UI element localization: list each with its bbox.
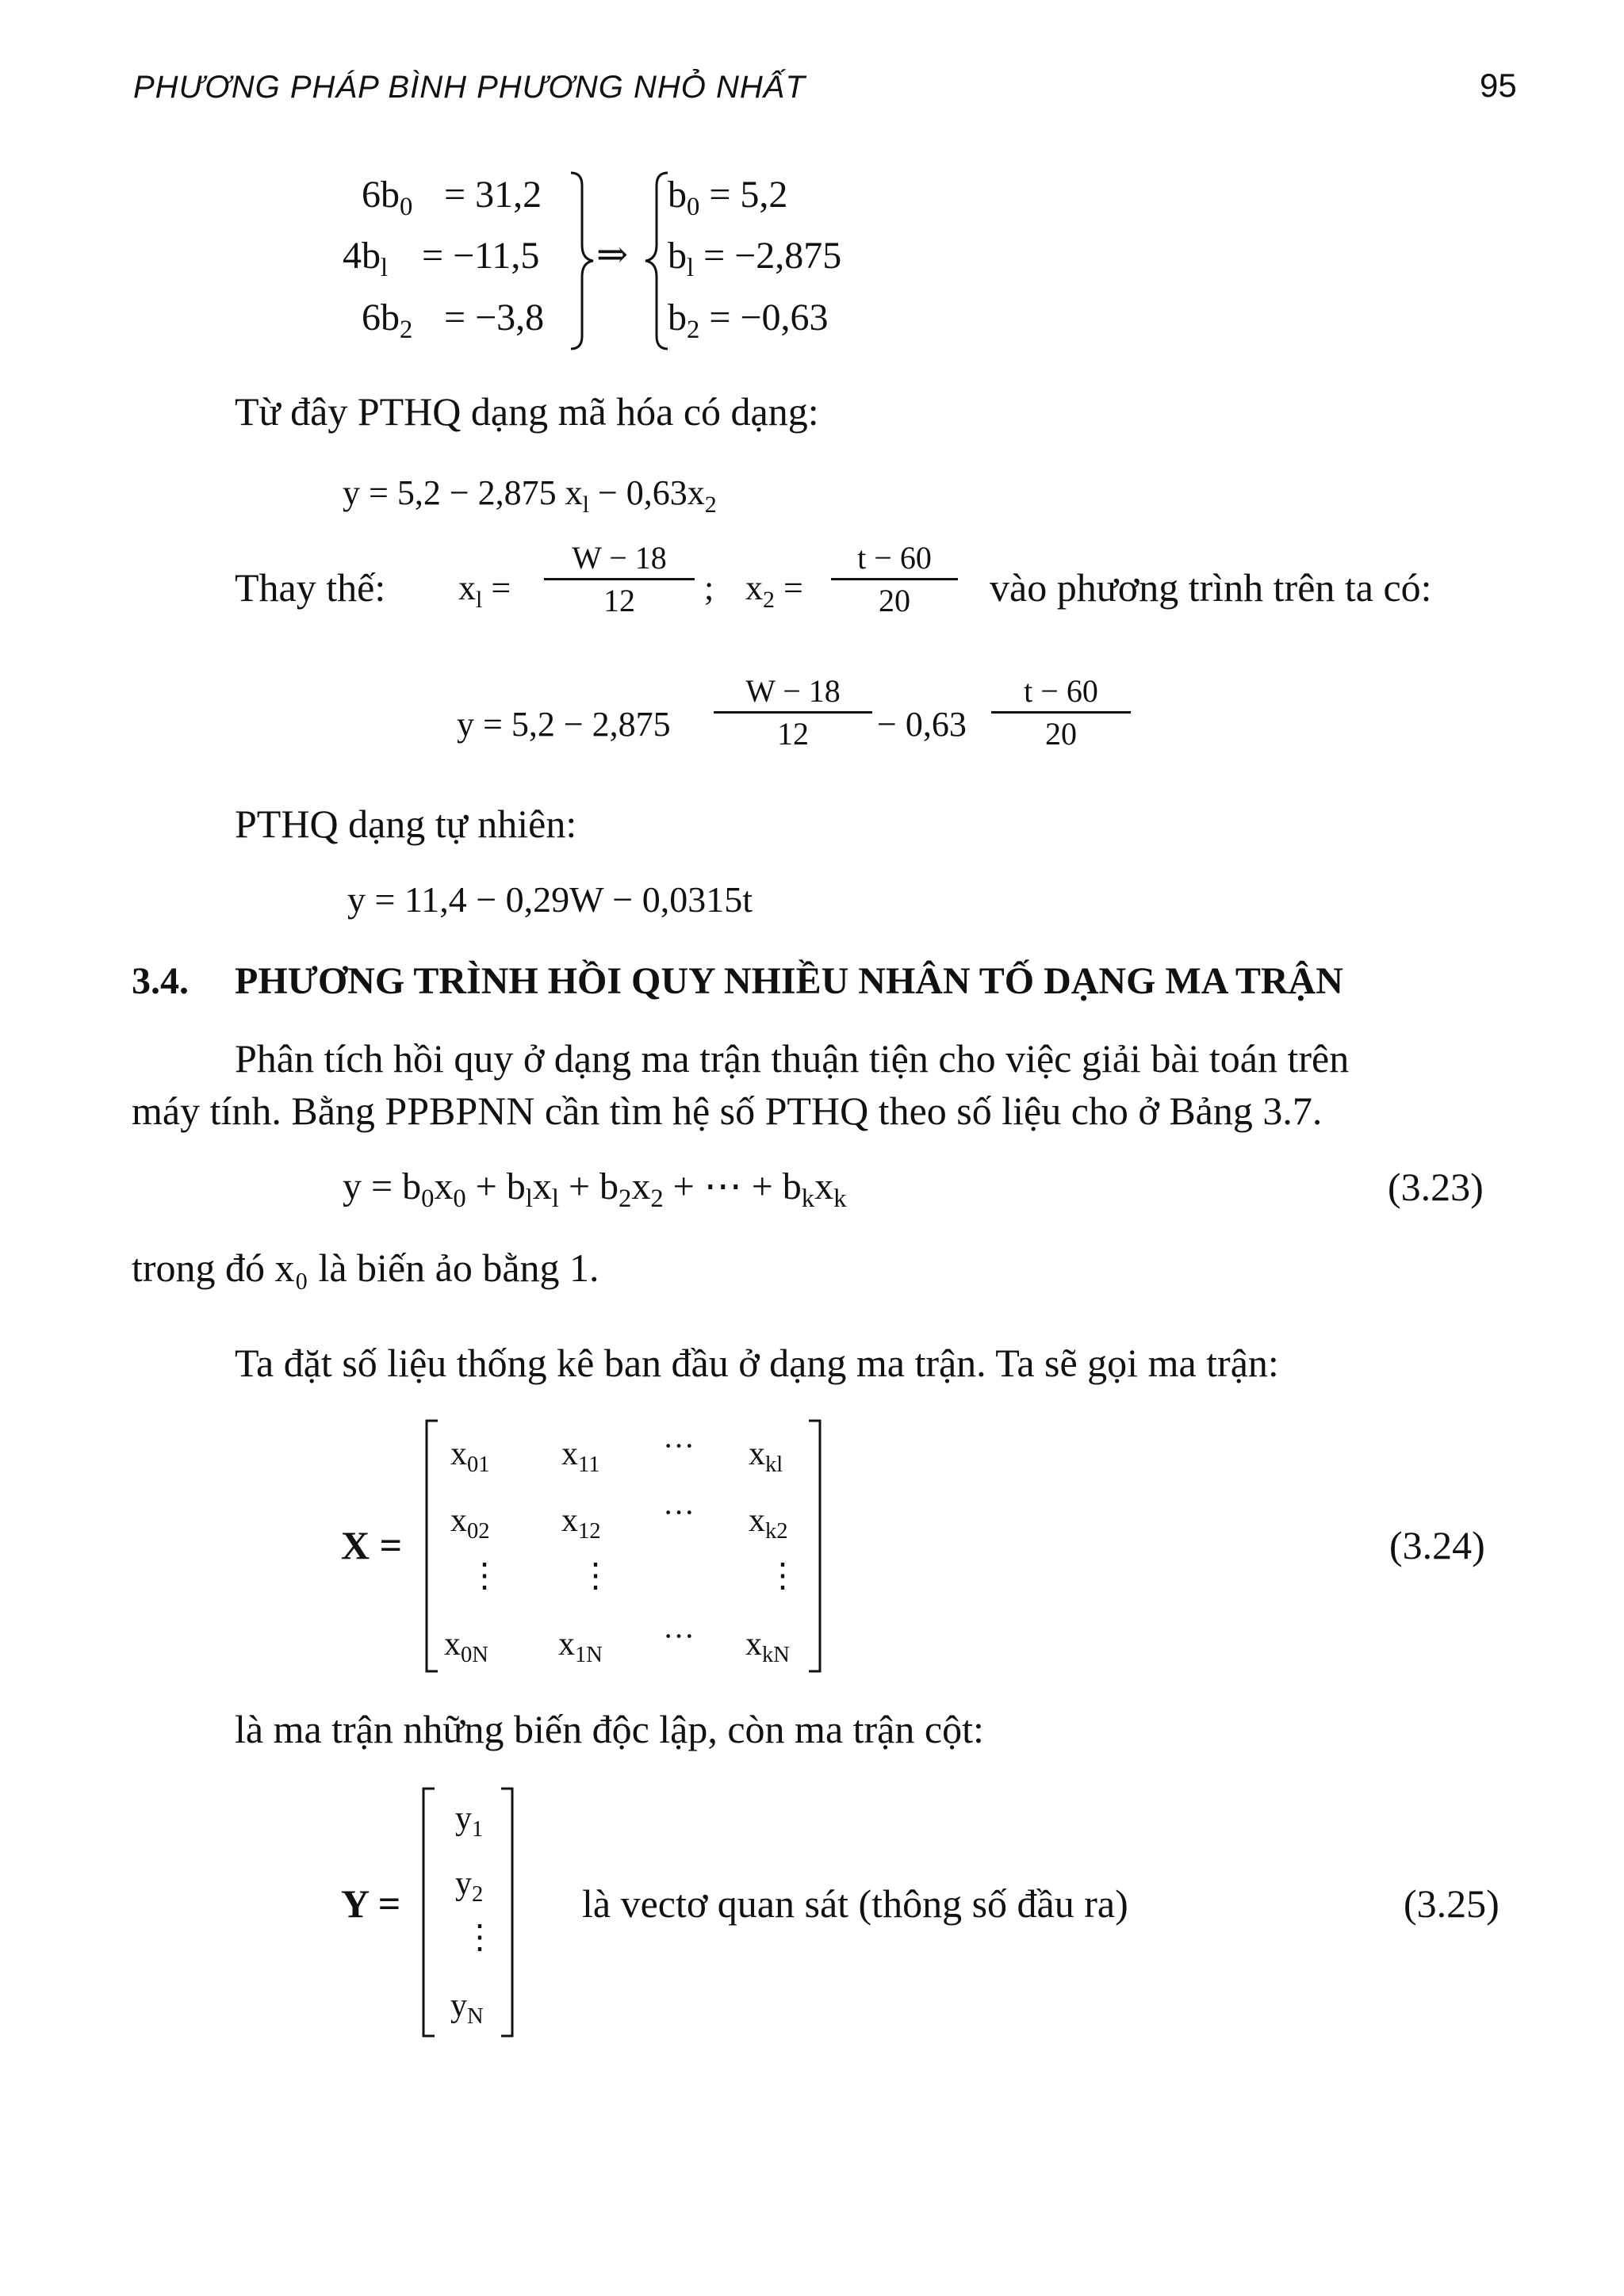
matrix-subscript: N — [467, 2004, 484, 2030]
x-cell — [561, 1435, 600, 1478]
x-cell — [749, 1502, 788, 1544]
matrix-symbol: x — [558, 1626, 575, 1663]
section-number: 3.4. — [132, 960, 189, 1002]
x-cell: ··· — [663, 1428, 695, 1464]
matrix-subscript: 1 — [472, 1817, 484, 1843]
x2-fraction: t − 60 20 — [831, 539, 958, 619]
system-right-row-2: $b_l = -2,875$ — [668, 235, 842, 283]
left-brace-icon — [639, 170, 671, 352]
matrix-symbol: x — [749, 1502, 765, 1539]
paragraph-line-1: Phân tích hồi quy ở dạng ma trận thuận tiện cho việc giải bài toán trên — [235, 1036, 1350, 1081]
matrix-subscript: 02 — [467, 1519, 490, 1544]
coded-equation: y = 5,2 − 2,875 $x_l - 0,63x_2$ — [343, 473, 717, 518]
separator: ; — [704, 568, 714, 607]
x-cell — [749, 1435, 783, 1478]
matrix-symbol: y — [450, 1988, 467, 2024]
x-cell: ⋮ — [766, 1558, 799, 1594]
expanded-fraction-1: W − 18 12 — [714, 672, 872, 752]
right-brace-icon — [568, 170, 599, 352]
y-matrix-description: là vectơ quan sát (thông số đầu ra) — [582, 1881, 1128, 1926]
x-cell — [561, 1502, 601, 1544]
matrix-symbol: y — [455, 1866, 472, 1902]
matrix-symbol: y — [455, 1800, 472, 1837]
system-left-row-1: $6b_0$ — [362, 174, 413, 222]
dummy-variable-note: trong đó x₀ là biến ảo bằng 1. — [132, 1246, 599, 1290]
matrix-symbol: x — [561, 1502, 578, 1539]
fraction-bar — [544, 578, 695, 580]
x-matrix-label: X = — [341, 1523, 403, 1567]
x2-lhs: $x_2$ = — [745, 568, 803, 613]
matrix-symbol: x — [745, 1626, 762, 1663]
y-cell: ⋮ — [463, 1919, 496, 1956]
matrix-subscript: 2 — [472, 1882, 484, 1908]
matrix-symbol: x — [749, 1436, 765, 1472]
matrix-subscript: 11 — [578, 1452, 600, 1478]
fraction-bar — [831, 578, 958, 580]
equation-number-3-24: (3.24) — [1389, 1523, 1485, 1567]
running-header: PHƯƠNG PHÁP BÌNH PHƯƠNG NHỎ NHẤT — [133, 70, 806, 105]
substitute-tail: vào phương trình trên ta có: — [990, 565, 1432, 610]
paragraph-line-2: máy tính. Bằng PPBPNN cần tìm hệ số PTHQ theo số liệu cho ở Bảng 3.7. — [132, 1089, 1323, 1133]
x-cell: ··· — [663, 1494, 695, 1530]
fraction-bar — [714, 711, 872, 714]
x-cell — [444, 1625, 488, 1668]
substitute-label: Thay thế: — [235, 565, 386, 610]
x1-fraction: W − 18 12 — [544, 539, 695, 619]
independent-vars-note: là ma trận những biến độc lập, còn ma trận cột: — [235, 1707, 984, 1751]
matrix-subscript: 1N — [575, 1643, 603, 1668]
system-left-rhs-2: = −11,5 — [422, 235, 540, 277]
system-left-rhs-1: = 31,2 — [444, 174, 542, 216]
equation-number-3-25: (3.25) — [1404, 1881, 1500, 1926]
matrix-intro: Ta đặt số liệu thống kê ban đầu ở dạng ma trận. Ta sẽ gọi ma trận: — [235, 1341, 1279, 1385]
page-number: 95 — [1480, 67, 1517, 104]
system-left-row-2: $4b_l$ — [343, 235, 389, 283]
natural-equation: y = 11,4 − 0,29W − 0,0315t — [347, 879, 753, 920]
y-cell — [450, 1987, 484, 2030]
matrix-subscript: 0N — [461, 1643, 488, 1668]
x-matrix-left-bracket — [423, 1419, 439, 1673]
matrix-subscript: 01 — [467, 1452, 490, 1478]
matrix-subscript: kN — [762, 1643, 790, 1668]
natural-intro: PTHQ dạng tự nhiên: — [235, 802, 577, 846]
expanded-fraction-2: t − 60 20 — [991, 672, 1131, 752]
coded-intro: Từ đây PTHQ dạng mã hóa có dạng: — [235, 389, 819, 434]
y-cell — [455, 1800, 484, 1843]
matrix-symbol: x — [450, 1502, 467, 1539]
y-matrix-left-bracket — [420, 1787, 436, 2038]
expanded-mid: − 0,63 — [877, 705, 967, 744]
matrix-subscript: k2 — [765, 1519, 788, 1544]
x-cell — [745, 1625, 790, 1668]
x-cell: ··· — [663, 1618, 695, 1654]
system-right-row-3: $b_2 = -0,63$ — [668, 297, 829, 345]
x1-lhs: $x_l$ = — [458, 568, 511, 613]
system-left-row-3: $6b_2$ — [362, 297, 413, 345]
y-matrix-label: Y = — [341, 1881, 401, 1926]
matrix-symbol: x — [444, 1626, 461, 1663]
y-cell — [455, 1865, 484, 1908]
x-matrix-right-bracket — [807, 1419, 823, 1673]
x-cell: ⋮ — [579, 1558, 612, 1594]
system-left-rhs-3: = −3,8 — [444, 297, 545, 339]
matrix-subscript: kl — [765, 1452, 783, 1478]
y-matrix-right-bracket — [500, 1787, 515, 2038]
x-cell — [558, 1625, 603, 1668]
matrix-symbol: x — [561, 1436, 578, 1472]
section-title: PHƯƠNG TRÌNH HỒI QUY NHIỀU NHÂN TỐ DẠNG MA TRẬN — [235, 960, 1343, 1002]
equation-number-3-23: (3.23) — [1388, 1165, 1484, 1209]
x-cell: ⋮ — [468, 1558, 501, 1594]
fraction-bar — [991, 711, 1131, 714]
expanded-lead: y = 5,2 − 2,875 — [457, 705, 671, 744]
implies-arrow: ⇒ — [596, 234, 629, 276]
system-right-row-1: $b_0 = 5,2$ — [668, 174, 788, 222]
equation-3-23: $y = b_0x_0 + b_lx_l + b_2x_2$ + ⋯ + $b_kx_k$ — [343, 1165, 847, 1214]
x-cell — [450, 1435, 490, 1478]
matrix-subscript: 12 — [578, 1519, 601, 1544]
x-cell — [450, 1502, 490, 1544]
matrix-symbol: x — [450, 1436, 467, 1472]
